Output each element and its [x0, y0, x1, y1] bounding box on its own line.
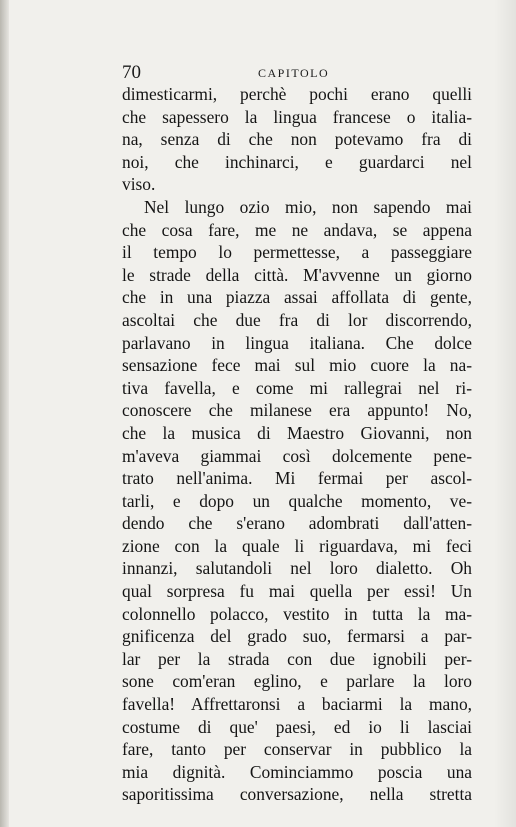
body-text [122, 83, 472, 806]
text-line: parlavano in lingua italiana. Che dolce [122, 332, 472, 353]
text-line: viso. [122, 174, 156, 195]
paragraph-2 [122, 196, 472, 806]
text-line: m'aveva giammai così dolcemente pene- [122, 445, 472, 466]
text-line: mia dignità. Cominciammo poscia una [122, 761, 472, 782]
text-line: che la musica di Maestro Giovanni, non [122, 422, 472, 443]
running-head [122, 64, 472, 82]
text-line: sone com'eran eglino, e parlare la loro [122, 671, 472, 692]
text-line: tiva favella, e come mi rallegrai nel ri- [122, 377, 472, 398]
text-line: ascoltai che due fra di lor discorrendo, [122, 309, 472, 330]
gutter-shadow [494, 0, 516, 827]
text-line: trato nell'anima. Mi fermai per ascol- [122, 468, 472, 489]
text-line: che cosa fare, me ne andava, se appena [122, 219, 472, 240]
text-line: fare, tanto per conservar in pubblico la [122, 739, 472, 760]
paragraph-1 [122, 83, 472, 196]
text-line: lar per la strada con due ignobili per- [122, 648, 472, 669]
text-line: gnificenza del grado suo, fermarsi a par- [122, 626, 472, 647]
chapter-heading: CAPITOLO [258, 66, 330, 80]
text-line: innanzi, salutandoli nel loro dialetto. Oh [122, 558, 472, 579]
text-line: conoscere che milanese era appunto! No, [122, 400, 472, 421]
page-number: 70 [122, 62, 141, 83]
text-line: zione con la quale li riguardava, mi feci [122, 535, 472, 556]
text-line: sensazione fece mai sul mio cuore la na- [122, 355, 472, 376]
text-line: Nel lungo ozio mio, non sapendo mai [144, 196, 472, 217]
text-line: noi, che inchinarci, e guardarci nel [122, 151, 472, 172]
text-line: saporitissima conversazione, nella stretta [122, 784, 472, 805]
text-line: che in una piazza assai affollata di gente, [122, 287, 472, 308]
text-line: tarli, e dopo un qualche momento, ve- [122, 490, 472, 511]
text-line: favella! Affrettaronsi a baciarmi la mano, [122, 694, 472, 715]
text-line: colonnello polacco, vestito in tutta la ma- [122, 603, 472, 624]
text-line: le strade della città. M'avvenne un giorno [122, 264, 472, 285]
text-line: che sapessero la lingua francese o italia- [122, 106, 472, 127]
text-line: costume di que' paesi, ed io li lasciai [122, 716, 472, 737]
text-line: na, senza di che non potevamo fra di [122, 129, 472, 150]
text-line: qual sorpresa fu mai quella per essi! Un [122, 581, 472, 602]
page-edge [0, 0, 9, 827]
text-line: il tempo lo permettesse, a passeggiare [122, 242, 472, 263]
text-line: dendo che s'erano adombrati dall'atten- [122, 513, 472, 534]
text-line: dimesticarmi, perchè pochi erano quelli [122, 84, 472, 104]
